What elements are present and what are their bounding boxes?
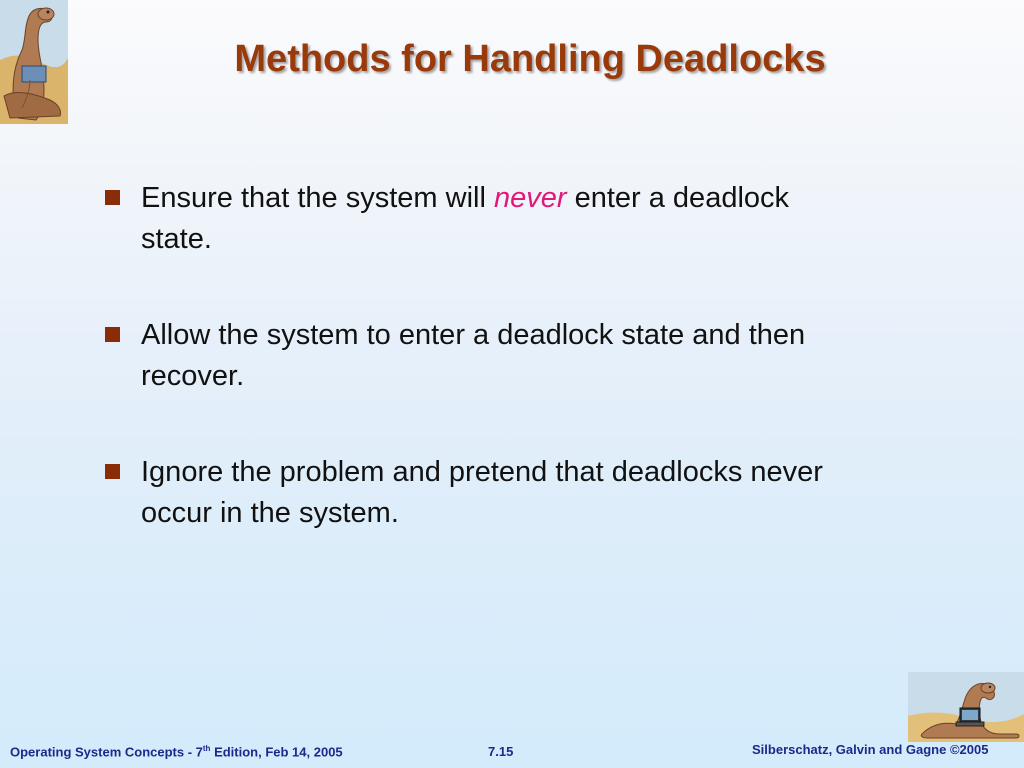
dinosaur-reading-illustration — [0, 0, 68, 124]
bullet-text: Allow the system to enter a deadlock state and then recover. — [141, 319, 806, 392]
footer-left-superscript: th — [202, 744, 211, 753]
bullet-text-after: enter a deadlock state. — [141, 182, 790, 255]
slide-title: Methods for Handling Deadlocks — [234, 38, 826, 80]
bullet-text: Ignore the problem and pretend that deadlocks never occur in the system. — [141, 456, 823, 529]
bullet-item-ensure-never — [104, 178, 824, 260]
footer-authors: Silberschatz, Galvin and Gagne ©2005 — [752, 742, 989, 757]
footer-course-info — [10, 744, 343, 759]
bullet-list — [104, 178, 824, 589]
square-bullet-icon — [105, 190, 120, 205]
bullet-item-allow-recover — [104, 315, 824, 397]
square-bullet-icon — [105, 327, 120, 342]
bullet-emphasis-never: never — [493, 182, 567, 214]
footer-left-text-end: Edition, Feb 14, 2005 — [210, 744, 343, 760]
footer-left-text: Operating System Concepts - 7 — [10, 744, 203, 760]
square-bullet-icon — [105, 464, 120, 479]
bullet-text-before: Ensure that the system will — [141, 182, 494, 214]
dinosaur-laptop-illustration — [908, 672, 1024, 742]
slide-number: 7.15 — [488, 744, 514, 759]
bullet-item-ignore-problem — [104, 452, 824, 534]
